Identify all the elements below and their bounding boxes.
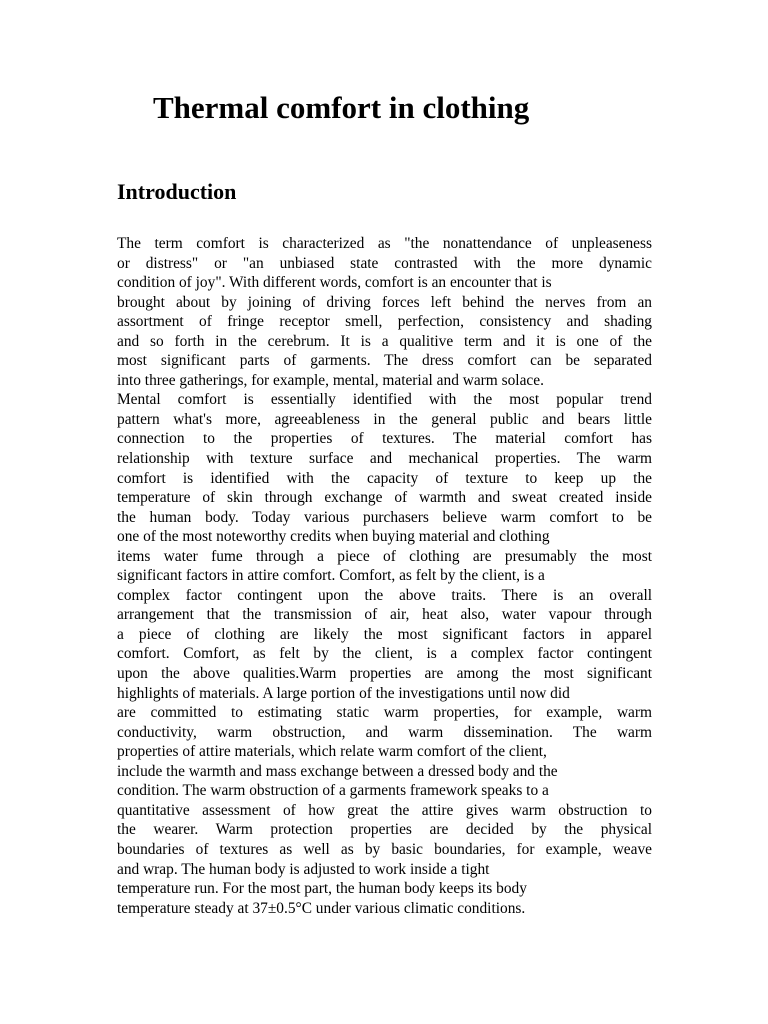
text-line: conductivity, warm obstruction, and warm dissemination. The warm bbox=[117, 723, 652, 741]
text-line: The term comfort is characterized as "the nonattendance of unpleaseness bbox=[117, 235, 652, 252]
text-line: complex factor contingent upon the above traits. There is an overall bbox=[117, 586, 652, 604]
text-line: include the warmth and mass exchange between a dressed body and the bbox=[117, 762, 558, 780]
text-line: condition. The warm obstruction of a garments framework speaks to a bbox=[117, 782, 549, 800]
text-line: temperature run. For the most part, the human body keeps its body bbox=[117, 880, 527, 898]
text-line: into three gatherings, for example, mental, material and warm solace. bbox=[117, 371, 544, 389]
document-title: Thermal comfort in clothing bbox=[153, 90, 530, 125]
text-line: properties of attire materials, which relate warm comfort of the client, bbox=[117, 743, 547, 761]
text-line: most significant parts of garments. The dress comfort can be separated bbox=[117, 352, 652, 370]
text-line: are committed to estimating static warm properties, for example, warm bbox=[117, 704, 652, 722]
text-line: and wrap. The human body is adjusted to work inside a tight bbox=[117, 860, 490, 878]
text-line: one of the most noteworthy credits when buying material and clothing bbox=[117, 528, 550, 546]
body-paragraph bbox=[117, 234, 652, 918]
text-line: and so forth in the cerebrum. It is a qualitive term and it is one of the bbox=[117, 332, 652, 350]
text-line: the human body. Today various purchasers believe warm comfort to be bbox=[117, 508, 652, 526]
text-line: pattern what's more, agreeableness in the general public and bears little bbox=[117, 410, 652, 428]
text-line: a piece of clothing are likely the most significant factors in apparel bbox=[117, 625, 652, 643]
text-line: condition of joy". With different words, comfort is an encounter that is bbox=[117, 274, 552, 292]
section-heading-introduction: Introduction bbox=[117, 179, 237, 204]
text-line: boundaries of textures as well as by basic boundaries, for example, weave bbox=[117, 840, 652, 858]
text-line: relationship with texture surface and mechanical properties. The warm bbox=[117, 450, 652, 468]
text-line: significant factors in attire comfort. Comfort, as felt by the client, is a bbox=[117, 567, 545, 585]
text-line: highlights of materials. A large portion of the investigations until now did bbox=[117, 684, 570, 702]
text-line: upon the above qualities.Warm properties are among the most significant bbox=[117, 665, 652, 683]
text-line: the wearer. Warm protection properties are decided by the physical bbox=[117, 821, 652, 839]
text-line: comfort. Comfort, as felt by the client, is a complex factor contingent bbox=[117, 645, 652, 663]
text-line: Mental comfort is essentially identified with the most popular trend bbox=[117, 391, 652, 409]
text-line: or distress" or "an unbiased state contrasted with the more dynamic bbox=[117, 254, 652, 272]
text-line: comfort is identified with the capacity of texture to keep up the bbox=[117, 469, 652, 487]
text-line: assortment of fringe receptor smell, perfection, consistency and shading bbox=[117, 313, 652, 331]
text-line: arrangement that the transmission of air, heat also, water vapour through bbox=[117, 606, 652, 624]
text-line: items water fume through a piece of clothing are presumably the most bbox=[117, 547, 652, 565]
text-line: connection to the properties of textures. The material comfort has bbox=[117, 430, 652, 448]
text-line: temperature steady at 37±0.5°C under various climatic conditions. bbox=[117, 899, 526, 917]
text-line: quantitative assessment of how great the attire gives warm obstruction to bbox=[117, 801, 652, 819]
text-line: temperature of skin through exchange of warmth and sweat created inside bbox=[117, 489, 652, 507]
text-line: brought about by joining of driving forces left behind the nerves from an bbox=[117, 293, 652, 311]
